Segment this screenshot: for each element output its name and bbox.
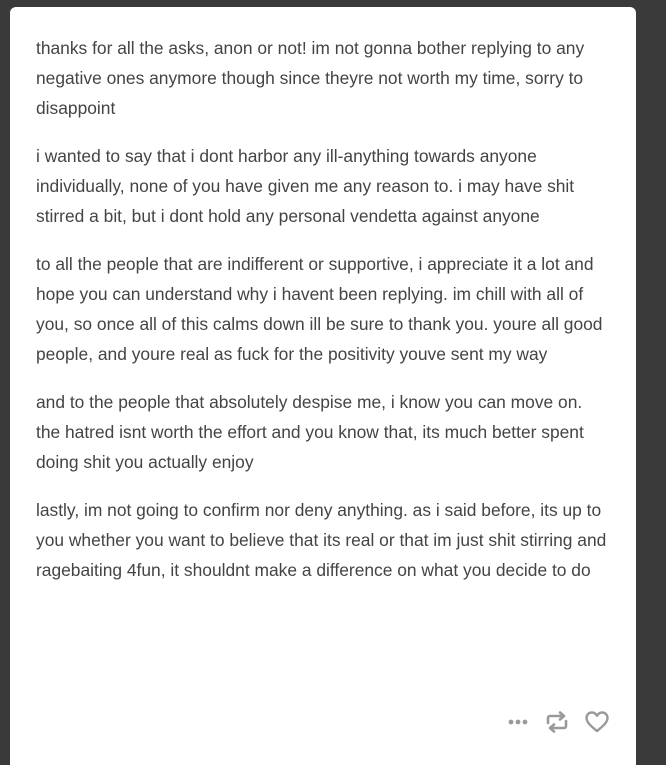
like-button[interactable] — [584, 709, 610, 735]
reblog-icon — [544, 709, 570, 735]
post-card — [10, 7, 636, 765]
like-icon — [584, 709, 610, 735]
post-actions — [506, 707, 610, 737]
post-paragraph-4: and to the people that absolutely despise me, i know you can move on. the hatred isnt worth the effort and you know that, its much better spent doing shit you actually enjoy — [36, 392, 584, 472]
post-paragraph-1: thanks for all the asks, anon or not! im not gonna bother replying to any negative ones anymore though since theyre not worth my time, sorry to disappoint — [36, 38, 585, 118]
post-paragraph-2: i wanted to say that i dont harbor any ill-anything towards anyone individually, none of you have given me any reason to. i may have shit stirred a bit, but i dont hold any personal vendetta against anyone — [36, 146, 575, 226]
more-options-icon — [506, 710, 530, 734]
more-options-button[interactable] — [506, 710, 530, 734]
post-paragraph-3: to all the people that are indifferent or supportive, i appreciate it a lot and hope you can understand why i havent been replying. im chill with all of you, so once all of this calms down ill be sure to thank you. youre all good people, and youre real as fuck for the positivity youve sent my way — [36, 254, 603, 364]
post-paragraph-5: lastly, im not going to confirm nor deny anything. as i said before, its up to you whether you want to believe that its real or that im just shit stirring and ragebaiting 4fun, it shouldnt make a difference on what you decide to do — [36, 500, 607, 580]
post-body — [36, 33, 610, 585]
reblog-button[interactable] — [544, 709, 570, 735]
